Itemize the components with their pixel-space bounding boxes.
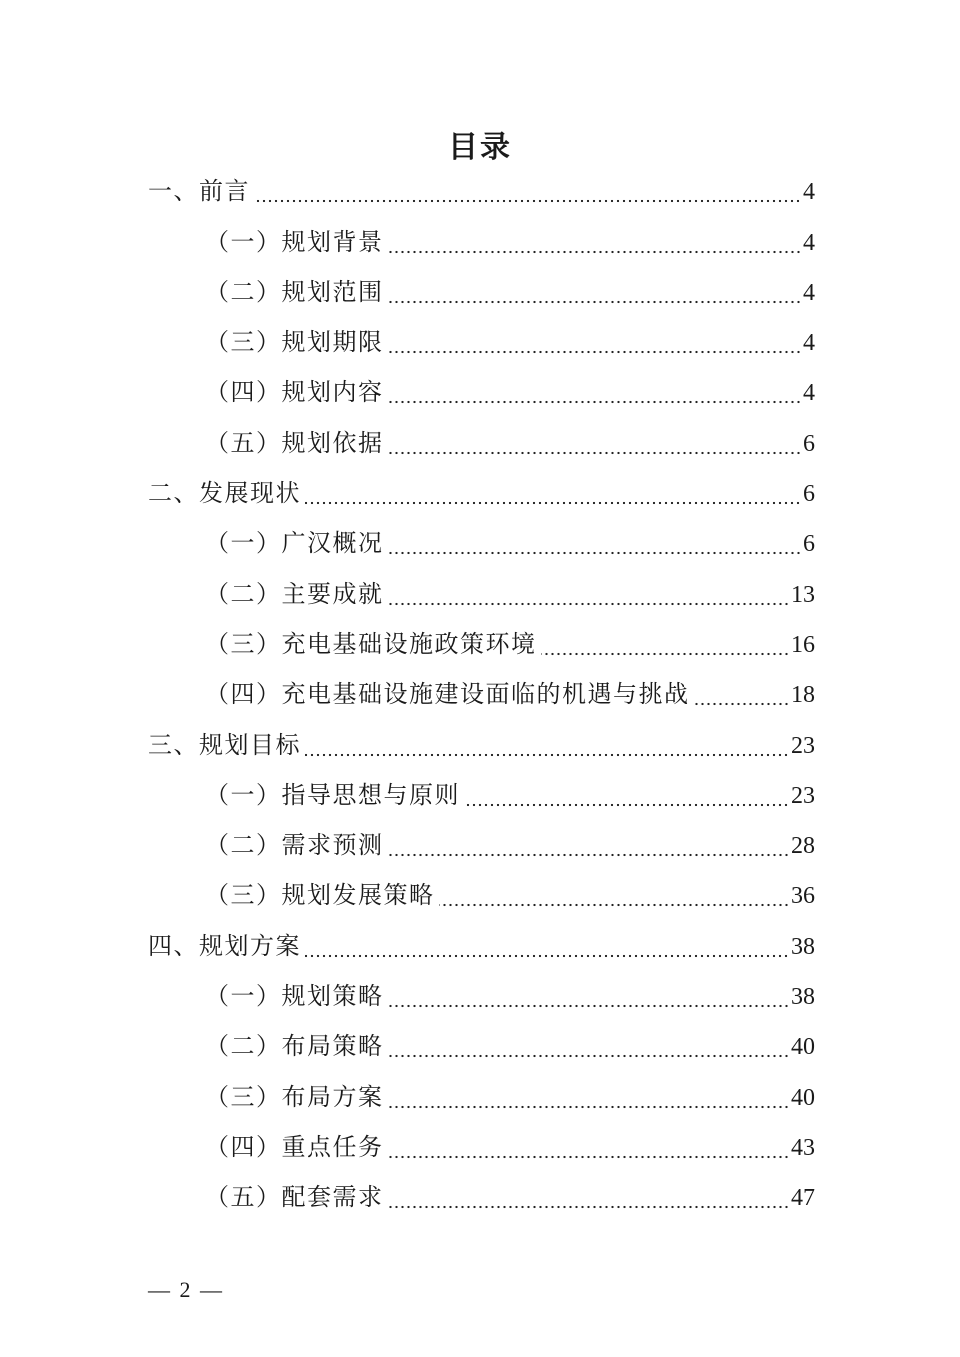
- toc-entry-page: 13: [791, 581, 815, 608]
- toc-entry[interactable]: [148, 1123, 815, 1173]
- toc-entry-label: （三）布局方案: [205, 1084, 384, 1111]
- toc-entry[interactable]: [148, 972, 815, 1022]
- toc-title: 目录: [448, 130, 512, 165]
- dot-leader: [388, 300, 802, 304]
- toc-entry-label: （一）规划策略: [205, 984, 384, 1011]
- toc-entry-page: 6: [803, 481, 815, 508]
- toc-entry-page: 16: [791, 631, 815, 658]
- toc-entry[interactable]: [148, 1173, 815, 1223]
- toc-entry-page: 18: [791, 682, 815, 709]
- toc-entry-page: 38: [791, 933, 815, 960]
- table-of-contents: [148, 167, 815, 1223]
- dot-leader: [464, 803, 789, 807]
- toc-entry-label: （四）规划内容: [205, 380, 384, 407]
- toc-entry-page: 40: [791, 1034, 815, 1061]
- toc-entry-label: 三、规划目标: [148, 732, 301, 759]
- dot-leader: [388, 853, 790, 857]
- toc-entry-label: （一）指导思想与原则: [205, 782, 460, 809]
- dot-leader: [388, 551, 802, 555]
- toc-entry-page: 38: [791, 984, 815, 1011]
- dot-leader: [388, 1054, 790, 1058]
- dot-leader: [541, 652, 790, 656]
- dot-leader: [388, 350, 802, 354]
- dot-leader: [388, 400, 802, 404]
- toc-entry[interactable]: [148, 921, 815, 971]
- toc-entry-page: 4: [803, 229, 815, 256]
- toc-entry-page: 36: [791, 883, 815, 910]
- dot-leader: [388, 1205, 790, 1209]
- dot-leader: [388, 1105, 790, 1109]
- toc-entry[interactable]: [148, 569, 815, 619]
- dot-leader: [388, 1155, 790, 1159]
- toc-entry-label: （一）规划背景: [205, 229, 384, 256]
- toc-entry-page: 23: [791, 732, 815, 759]
- toc-entry[interactable]: [148, 318, 815, 368]
- toc-entry-label: （二）规划范围: [205, 279, 384, 306]
- dot-leader: [439, 903, 790, 907]
- dot-leader: [254, 199, 801, 203]
- toc-entry[interactable]: [148, 469, 815, 519]
- dot-leader: [305, 753, 789, 757]
- toc-entry-label: 一、前言: [148, 179, 250, 206]
- dot-leader: [388, 250, 802, 254]
- toc-entry[interactable]: [148, 670, 815, 720]
- toc-entry[interactable]: [148, 620, 815, 670]
- toc-entry-label: （五）规划依据: [205, 430, 384, 457]
- toc-entry-page: 4: [803, 330, 815, 357]
- toc-entry[interactable]: [148, 771, 815, 821]
- toc-entry-label: （四）重点任务: [205, 1134, 384, 1161]
- toc-entry-page: 4: [803, 179, 815, 206]
- toc-entry[interactable]: [148, 1022, 815, 1072]
- toc-entry-page: 4: [803, 380, 815, 407]
- dot-leader: [305, 954, 789, 958]
- toc-entry-page: 4: [803, 279, 815, 306]
- dot-leader: [305, 501, 801, 505]
- toc-entry-label: （二）布局策略: [205, 1034, 384, 1061]
- toc-entry-label: （一）广汉概况: [205, 531, 384, 558]
- toc-entry-label: （五）配套需求: [205, 1185, 384, 1212]
- page-number: — 2 —: [148, 1277, 224, 1302]
- toc-entry-label: （二）需求预测: [205, 833, 384, 860]
- toc-entry[interactable]: [148, 268, 815, 318]
- toc-entry[interactable]: [148, 871, 815, 921]
- toc-entry-page: 6: [803, 531, 815, 558]
- toc-entry[interactable]: [148, 217, 815, 267]
- toc-entry-label: （四）充电基础设施建设面临的机遇与挑战: [205, 682, 690, 709]
- toc-entry-label: 四、规划方案: [148, 933, 301, 960]
- toc-entry[interactable]: [148, 368, 815, 418]
- toc-entry-page: 47: [791, 1185, 815, 1212]
- toc-entry[interactable]: [148, 821, 815, 871]
- toc-entry[interactable]: [148, 720, 815, 770]
- toc-entry-label: （三）规划期限: [205, 330, 384, 357]
- toc-entry-page: 6: [803, 430, 815, 457]
- toc-entry-label: 二、发展现状: [148, 481, 301, 508]
- dot-leader: [388, 1004, 790, 1008]
- toc-entry-page: 28: [791, 833, 815, 860]
- dot-leader: [388, 602, 790, 606]
- toc-entry[interactable]: [148, 1072, 815, 1122]
- toc-entry-label: （二）主要成就: [205, 581, 384, 608]
- toc-entry-page: 23: [791, 782, 815, 809]
- toc-entry[interactable]: [148, 519, 815, 569]
- toc-entry-page: 43: [791, 1134, 815, 1161]
- toc-entry[interactable]: [148, 167, 815, 217]
- toc-entry-label: （三）规划发展策略: [205, 883, 435, 910]
- toc-entry-page: 40: [791, 1084, 815, 1111]
- toc-entry[interactable]: [148, 418, 815, 468]
- dot-leader: [694, 702, 790, 706]
- dot-leader: [388, 451, 802, 455]
- toc-entry-label: （三）充电基础设施政策环境: [205, 631, 537, 658]
